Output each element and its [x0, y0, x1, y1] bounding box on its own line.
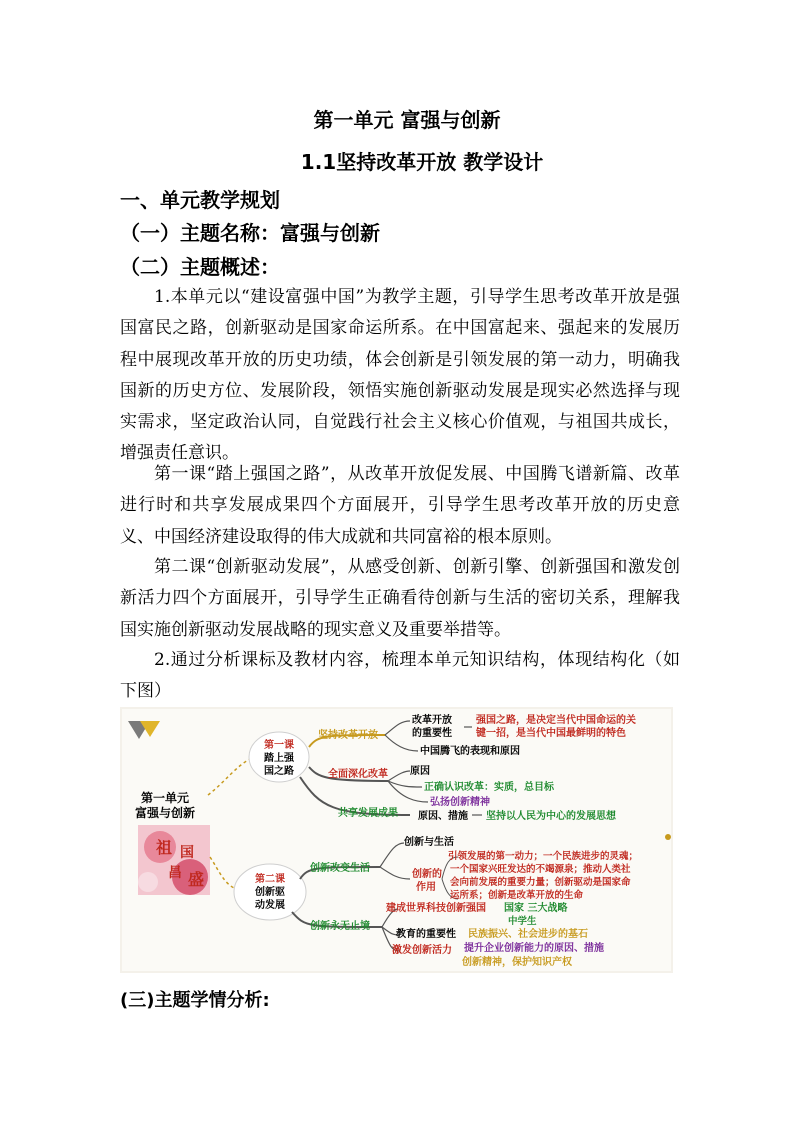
svg-text:提升企业创新能力的原因、措施: 提升企业创新能力的原因、措施 [464, 943, 604, 954]
svg-text:强国之路，是决定当代中国命运的关: 强国之路，是决定当代中国命运的关 [476, 715, 636, 726]
paragraph-structure: 2.通过分析课标及教材内容，梳理本单元知识结构，体现结构化（如下图） [120, 650, 680, 702]
svg-text:运所系；创新是改革开放的生命: 运所系；创新是改革开放的生命 [450, 890, 584, 901]
root-line2: 富强与创新 [134, 806, 196, 820]
svg-text:改革开放: 改革开放 [412, 715, 452, 726]
svg-text:会向前发展的重要力量；创新驱动是国家命: 会向前发展的重要力量；创新驱动是国家命 [450, 877, 631, 888]
branch-reform-opening: 坚持改革开放 [318, 730, 378, 741]
decorative-dot-icon [665, 834, 671, 840]
svg-text:动发展: 动发展 [255, 900, 285, 911]
svg-text:建成世界科技创新强国: 建成世界科技创新强国 [386, 903, 486, 914]
svg-text:教育的重要性: 教育的重要性 [396, 929, 456, 940]
branch-deepen-reform: 全面深化改革 [328, 769, 388, 780]
svg-text:昌: 昌 [168, 865, 182, 881]
subheading-overview: （二）主题概述： [120, 255, 280, 279]
svg-text:坚持以人民为中心的发展思想: 坚持以人民为中心的发展思想 [486, 811, 616, 822]
svg-text:踏上强: 踏上强 [264, 753, 294, 764]
svg-text:作用: 作用 [416, 882, 436, 893]
svg-text:创新驱: 创新驱 [255, 887, 285, 898]
paragraph-lesson-2: 第二课“创新驱动发展”，从感受创新、创新引擎、创新强国和激发创新活力四个方面展开，引导学生正确看待创新与生活的密切关系，理解我国实施创新驱动发展战略的现实意义及重要举措等。 [120, 557, 680, 640]
svg-text:一个国家兴旺发达的不竭源泉；推动人类社: 一个国家兴旺发达的不竭源泉；推动人类社 [450, 864, 631, 875]
page-subtitle: 1.1坚持改革开放 教学设计 [300, 150, 544, 174]
svg-text:键一招，是当代中国最鲜明的特色: 键一招，是当代中国最鲜明的特色 [476, 728, 626, 739]
svg-text:原因: 原因 [410, 766, 430, 777]
svg-text:正确认识改革：实质，总目标: 正确认识改革：实质，总目标 [424, 782, 554, 793]
svg-text:国家 三大战略: 国家 三大战略 [504, 903, 568, 914]
branch-share-results: 共享发展成果 [338, 808, 398, 819]
svg-text:中国腾飞的表现和原因: 中国腾飞的表现和原因 [420, 746, 520, 757]
svg-text:国: 国 [180, 845, 194, 861]
svg-text:创新与生活: 创新与生活 [404, 837, 454, 848]
svg-text:激发创新活力: 激发创新活力 [392, 945, 452, 956]
svg-text:引领发展的第一动力；一个民族进步的灵魂；: 引领发展的第一动力；一个民族进步的灵魂； [448, 851, 639, 862]
knowledge-structure-mindmap [120, 707, 673, 973]
svg-text:民族振兴、社会进步的基石: 民族振兴、社会进步的基石 [468, 929, 588, 940]
svg-text:盛: 盛 [188, 870, 205, 889]
page-title: 第一单元 富强与创新 [313, 108, 501, 132]
root-line1: 第一单元 [140, 791, 190, 805]
paragraph-overview-1: 1.本单元以“建设富强中国”为教学主题，引导学生思考改革开放是强国富民之路，创新驱动是国家命运所系。在中国富起来、强起来的发展历程中展现改革开放的历史功绩，体会创新是引领发展的第一动力，明确我国新的历史方位、发展阶段，领悟实施创新驱动发展是现实必然选择与现实需求，坚定政治认同，自觉践行社会主义核心价值观，与祖国共成长，增强责任意识。 [120, 287, 680, 464]
svg-text:第二课: 第二课 [255, 874, 285, 885]
svg-text:创新的: 创新的 [412, 869, 442, 880]
paragraph-lesson-1: 第一课“踏上强国之路”，从改革开放促发展、中国腾飞谱新篇、改革进行时和共享发展成果四个方面展开，引导学生思考改革开放的历史意义、中国经济建设取得的伟大成就和共同富裕的根本原则。 [120, 464, 680, 547]
svg-text:国之路: 国之路 [264, 766, 294, 777]
subheading-topic-name: （一）主题名称：富强与创新 [120, 221, 380, 245]
branch-innovation-life: 创新改变生活 [310, 863, 370, 874]
svg-text:的重要性: 的重要性 [412, 728, 452, 739]
svg-text:祖: 祖 [156, 838, 173, 857]
svg-text:中学生: 中学生 [508, 916, 537, 927]
svg-text:原因、措施: 原因、措施 [418, 811, 468, 822]
branch-innovation-endless: 创新永无止境 [310, 921, 370, 932]
section-heading-1: 一、单元教学规划 [120, 188, 280, 212]
svg-text:弘扬创新精神: 弘扬创新精神 [430, 797, 490, 808]
motherland-image [138, 825, 210, 895]
svg-text:创新精神，保护知识产权: 创新精神，保护知识产权 [462, 957, 572, 968]
subheading-learner-analysis: (三)主题学情分析: [120, 990, 270, 1011]
svg-text:第一课: 第一课 [264, 740, 294, 751]
